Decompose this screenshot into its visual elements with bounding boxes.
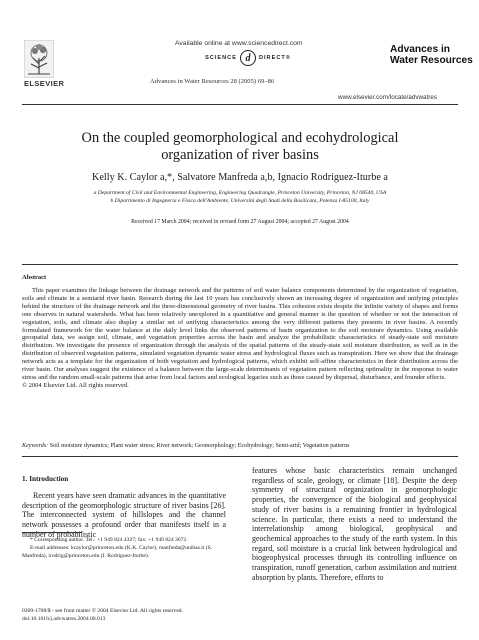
- journal-url: www.elsevier.com/locate/advwatres: [338, 94, 438, 101]
- journal-citation: Advances in Water Resources 28 (2005) 69–86: [150, 78, 275, 85]
- left-column-text: Recent years have seen dramatic advances in the quantitative description of the geomorphologic structure of river basins [26]. The interconnected system of hillslopes and the channel network possesses a profound order that manifests itself in a number of probabilistic: [22, 491, 226, 539]
- abstract-top-rule: [22, 264, 458, 265]
- affiliation-b: b Dipartimento di Ingegneria e Fisica dell'Ambiente, Università degli Studi della Basilicata, Potenza I-85100, Italy: [110, 198, 370, 204]
- keywords: [22, 443, 458, 449]
- issn-line: 0309-1708/$ - see front matter © 2004 Elsevier Ltd. All rights reserved.: [22, 608, 183, 614]
- email-addresses-note: E-mail addresses: kcaylor@princeton.edu (K.K. Caylor), manfreda@unibas.it (S. Manfreda), irodrig@princeton.edu (I. Rodriguez-Iturbe).: [22, 545, 213, 559]
- abstract-heading: Abstract: [22, 274, 47, 281]
- abstract-text: This paper examines the linkage between the drainage network and the patterns of soil water balance components determined by the organization of vegetation, soils and climate in a semiarid river basin. Research during the last 10 years has conclusively shown an increasing degree of organization and unifying principles behind the structure of the drainage network and the three-dimensional geometry of river basins. This cohesion exists despite the infinite variety of shapes and forms one observes in natural watersheds. What has been relatively unexplored in a quantitative and general manner is the question of whether or not the interaction of vegetation, soils, and climate also display a similar set of unifying characteristics among the very different patterns they presents in river basins. A recently formulated framework for the water balance at the daily level links the observed patterns of basin organization to the soil moisture dynamics. Using available geospatial data, we assign soil, climate, and vegetation properties across the basin and analyze the probabilistic characteristics of steady-state soil moisture distribution. We investigate the presence of organization through the analysis of the spatial patterns of the steady-state soil moisture distribution, as well as in the distribution of observed vegetation patterns, simulated vegetation dynamic water stress and hydrological fluxes such as transpiration. Here we show that the drainage network acts as a template for the organization of both vegetation and hydrological patterns, which exhibit self-affine characteristics in their distribution across the river basin. Our analyses suggest the existence of a balance between the large-scale determinants of vegetation pattern reflecting optimality in the response to water stress and the random small-scale patterns that arise from local factors and ecological legacies such as those caused by dispersal, disturbance, and founder effects.: [22, 287, 458, 381]
- issn-block: [22, 607, 232, 623]
- article-title: [22, 130, 458, 164]
- publisher-name: ELSEVIER: [24, 79, 65, 88]
- doi-line: doi:10.1016/j.advwatres.2004.08.013: [22, 616, 106, 622]
- affiliation-a: a Department of Civil and Environmental Engineering, Engineering Quadrangle, Princeton University, Princeton, NJ 08540, USA: [93, 190, 387, 196]
- footnote-rule: [22, 532, 82, 533]
- keywords-list: Soil moisture dynamics; Plant water stress; River network; Geomorphology; Ecohydrology; Semi-arid; Vegetation patterns: [49, 443, 350, 449]
- abstract-bottom-rule: [22, 456, 458, 457]
- science-word: SCIENCE: [205, 55, 237, 61]
- journal-title-line1: Advances in: [390, 44, 451, 55]
- title-line2: organization of river basins: [161, 147, 319, 163]
- journal-title: [390, 44, 474, 66]
- sciencedirect-logo: [188, 50, 308, 66]
- section-heading: 1. Introduction: [22, 475, 69, 483]
- corresponding-author-note: * Corresponding author. Tel.: +1 949 824 4327; fax: +1 949 824 3672.: [30, 537, 188, 543]
- sciencedirect-d-mark: d: [240, 50, 256, 66]
- title-line1: On the coupled geomorphological and ecohydrological: [81, 130, 399, 146]
- journal-title-line2: Water Resources: [390, 55, 473, 66]
- received-dates: Received 17 March 2004; received in revised form 27 August 2004; accepted 27 August 2004: [131, 219, 349, 225]
- header-rule: [22, 104, 458, 105]
- abstract-copyright: © 2004 Elsevier Ltd. All rights reserved.: [22, 381, 129, 389]
- footnotes: [22, 536, 226, 560]
- elsevier-tree-logo: [24, 40, 54, 78]
- keywords-label: Keywords:: [22, 443, 49, 449]
- right-column-text: features whose basic characteristics remain unchanged regardless of scale, geology, or climate [18]. Despite the deep symmetry of structural organization in geomorphologic properties, the convergence of the biological and geophysical study of river basins is a remaining frontier in hydrological science. In particular, there exists a need to understand the interrelationship among biological, geophysical and geochemical approaches to the study of the earth system. In this regard, soil moisture is a crucial link between hydrological and biogeophysical processes through its controlling influence on transpiration, runoff generation, carbon assimilation and nutrient absorption by plants. Therefore, efforts to: [252, 466, 457, 582]
- available-online-text: Available online at www.sciencedirect.com: [175, 40, 303, 47]
- author-list: Kelly K. Caylor a,*, Salvatore Manfreda a,b, Ignacio Rodriguez-Iturbe a: [92, 172, 388, 183]
- direct-word: DIRECT®: [258, 55, 291, 61]
- abstract-body: [22, 287, 458, 390]
